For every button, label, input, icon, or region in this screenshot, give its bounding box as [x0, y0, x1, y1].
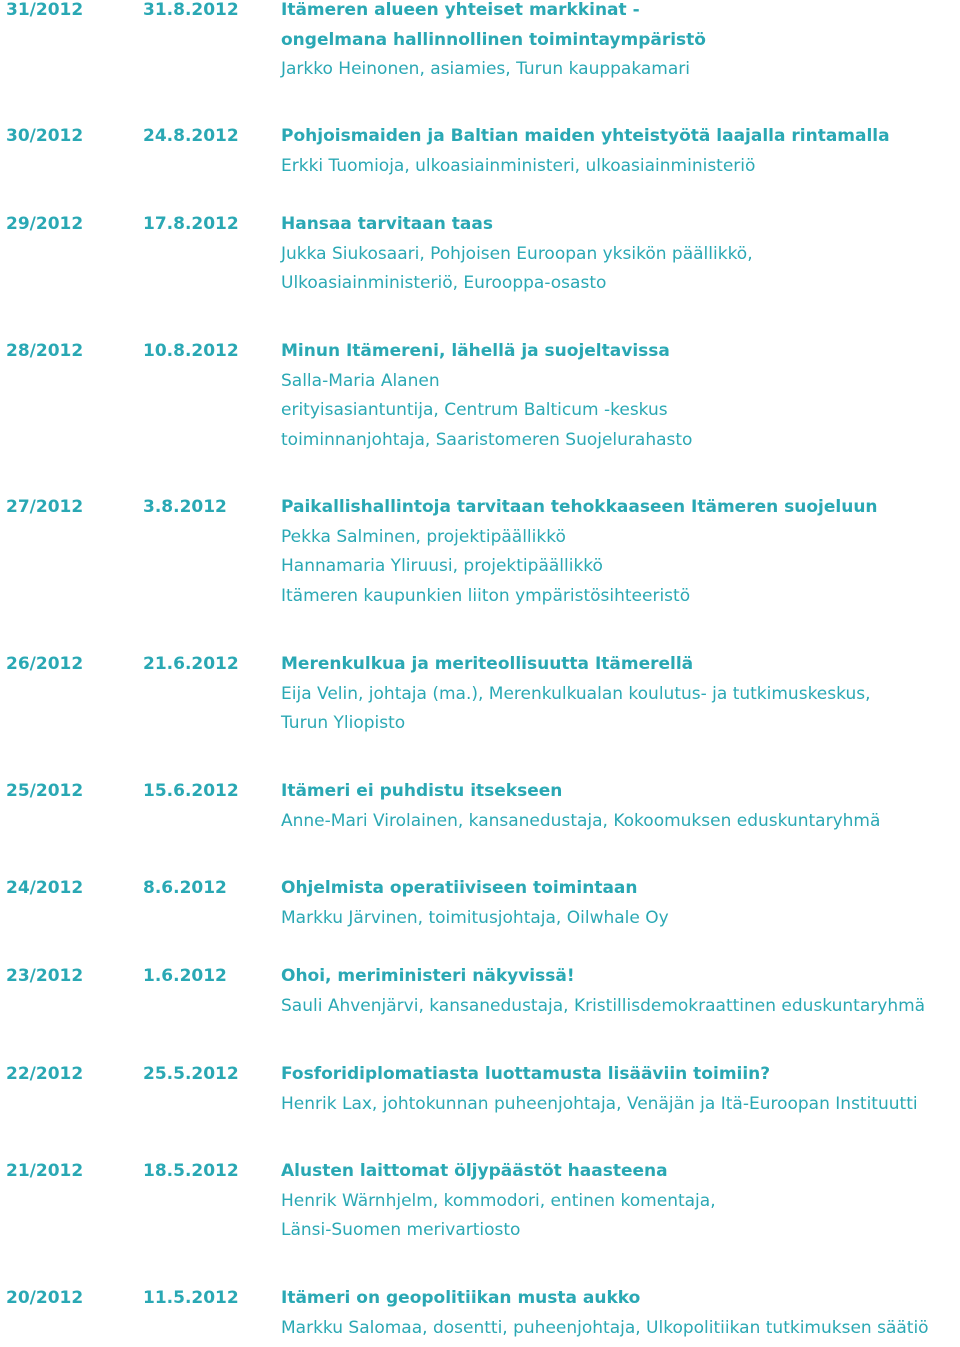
publication-number: 30/2012	[6, 126, 84, 146]
publication-author-line: Eija Velin, johtaja (ma.), Merenkulkualan koulutus- ja tutkimuskeskus,	[281, 683, 871, 704]
publication-author-line: Anne-Mari Virolainen, kansanedustaja, Kokoomuksen eduskuntaryhmä	[281, 810, 881, 831]
publication-author-line: Pekka Salminen, projektipäällikkö	[281, 526, 566, 547]
publication-title: Hansaa tarvitaan taas	[281, 214, 493, 234]
publication-number: 26/2012	[6, 654, 84, 674]
publication-body	[281, 493, 957, 611]
publication-author-line: erityisasiantuntija, Centrum Balticum -keskus	[281, 400, 668, 420]
publication-author-line: Jarkko Heinonen, asiamies, Turun kauppakamari	[281, 59, 690, 79]
publication-number: 27/2012	[6, 497, 84, 517]
publication-date: 1.6.2012	[143, 966, 227, 986]
publication-date: 10.8.2012	[143, 341, 239, 361]
publication-title: Fosforidiplomatiasta luottamusta lisääviin toimiin?	[281, 1064, 771, 1084]
publication-date: 11.5.2012	[143, 1288, 239, 1308]
publication-body	[281, 0, 957, 85]
publication-date: 15.6.2012	[143, 781, 239, 801]
publication-number: 23/2012	[6, 966, 84, 986]
publication-number: 21/2012	[6, 1161, 84, 1181]
publication-title: Merenkulkua ja meriteollisuutta Itämerellä	[281, 654, 694, 674]
publication-author-line: Henrik Wärnhjelm, kommodori, entinen komentaja,	[281, 1190, 716, 1211]
publication-body	[281, 337, 957, 455]
publication-title: Pohjoismaiden ja Baltian maiden yhteistyötä laajalla rintamalla	[281, 126, 890, 146]
publication-title: Alusten laittomat öljypäästöt haasteena	[281, 1161, 668, 1181]
publication-author-line: Jukka Siukosaari, Pohjoisen Euroopan yksikön päällikkö,	[281, 243, 753, 264]
publication-author-line: Itämeren kaupunkien liiton ympäristösihteeristö	[281, 585, 691, 606]
publication-date: 25.5.2012	[143, 1064, 239, 1084]
publication-title: Minun Itämereni, lähellä ja suojeltavissa	[281, 341, 670, 361]
publication-title: Itämeri ei puhdistu itsekseen	[281, 781, 563, 801]
publication-body	[281, 1060, 957, 1119]
publication-date: 24.8.2012	[143, 126, 239, 146]
publication-date: 18.5.2012	[143, 1161, 239, 1181]
publication-date: 3.8.2012	[143, 497, 227, 517]
publication-number: 31/2012	[6, 0, 84, 20]
publication-author-line: Sauli Ahvenjärvi, kansanedustaja, Kristillisdemokraattinen eduskuntaryhmä	[281, 995, 926, 1016]
publication-author-line: Salla-Maria Alanen	[281, 370, 440, 391]
publication-body	[281, 874, 957, 933]
publication-author-line: Ulkoasiainministeriö, Eurooppa-osasto	[281, 273, 607, 293]
publication-number: 25/2012	[6, 781, 84, 801]
publication-body	[281, 122, 957, 181]
publication-body	[281, 962, 957, 1021]
publication-date: 17.8.2012	[143, 214, 239, 234]
publication-author-line: Markku Järvinen, toimitusjohtaja, Oilwhale Oy	[281, 907, 669, 928]
publication-author-line: toiminnanjohtaja, Saaristomeren Suojelurahasto	[281, 429, 693, 450]
publication-title: Itämeren alueen yhteiset markkinat -	[281, 0, 640, 20]
publication-number: 29/2012	[6, 214, 84, 234]
publication-date: 31.8.2012	[143, 0, 239, 20]
publication-author-line: Länsi-Suomen merivartiosto	[281, 1220, 521, 1240]
publication-body	[281, 1157, 957, 1246]
publication-author-line: Turun Yliopisto	[281, 713, 406, 733]
publication-title: Ohoi, meriministeri näkyvissä!	[281, 966, 575, 986]
publication-number: 20/2012	[6, 1288, 84, 1308]
publication-title: ongelmana hallinnollinen toimintaympäristö	[281, 29, 706, 50]
publication-date: 8.6.2012	[143, 878, 227, 898]
publication-number: 28/2012	[6, 341, 84, 361]
publication-number: 22/2012	[6, 1064, 84, 1084]
publication-author-line: Henrik Lax, johtokunnan puheenjohtaja, Venäjän ja Itä-Euroopan Instituutti	[281, 1093, 918, 1114]
publication-title: Itämeri on geopolitiikan musta aukko	[281, 1288, 641, 1308]
publication-number: 24/2012	[6, 878, 84, 898]
publication-date: 21.6.2012	[143, 654, 239, 674]
publication-author-line: Erkki Tuomioja, ulkoasiainministeri, ulkoasiainministeriö	[281, 155, 756, 176]
publication-body	[281, 210, 957, 299]
publication-body	[281, 650, 957, 739]
publication-body	[281, 1284, 957, 1343]
publication-title: Paikallishallintoja tarvitaan tehokkaaseen Itämeren suojeluun	[281, 497, 878, 517]
publication-author-line: Markku Salomaa, dosentti, puheenjohtaja, Ulkopolitiikan tutkimuksen säätiö	[281, 1317, 929, 1338]
publication-author-line: Hannamaria Yliruusi, projektipäällikkö	[281, 556, 603, 576]
publication-title: Ohjelmista operatiiviseen toimintaan	[281, 878, 638, 898]
publication-body	[281, 777, 957, 836]
